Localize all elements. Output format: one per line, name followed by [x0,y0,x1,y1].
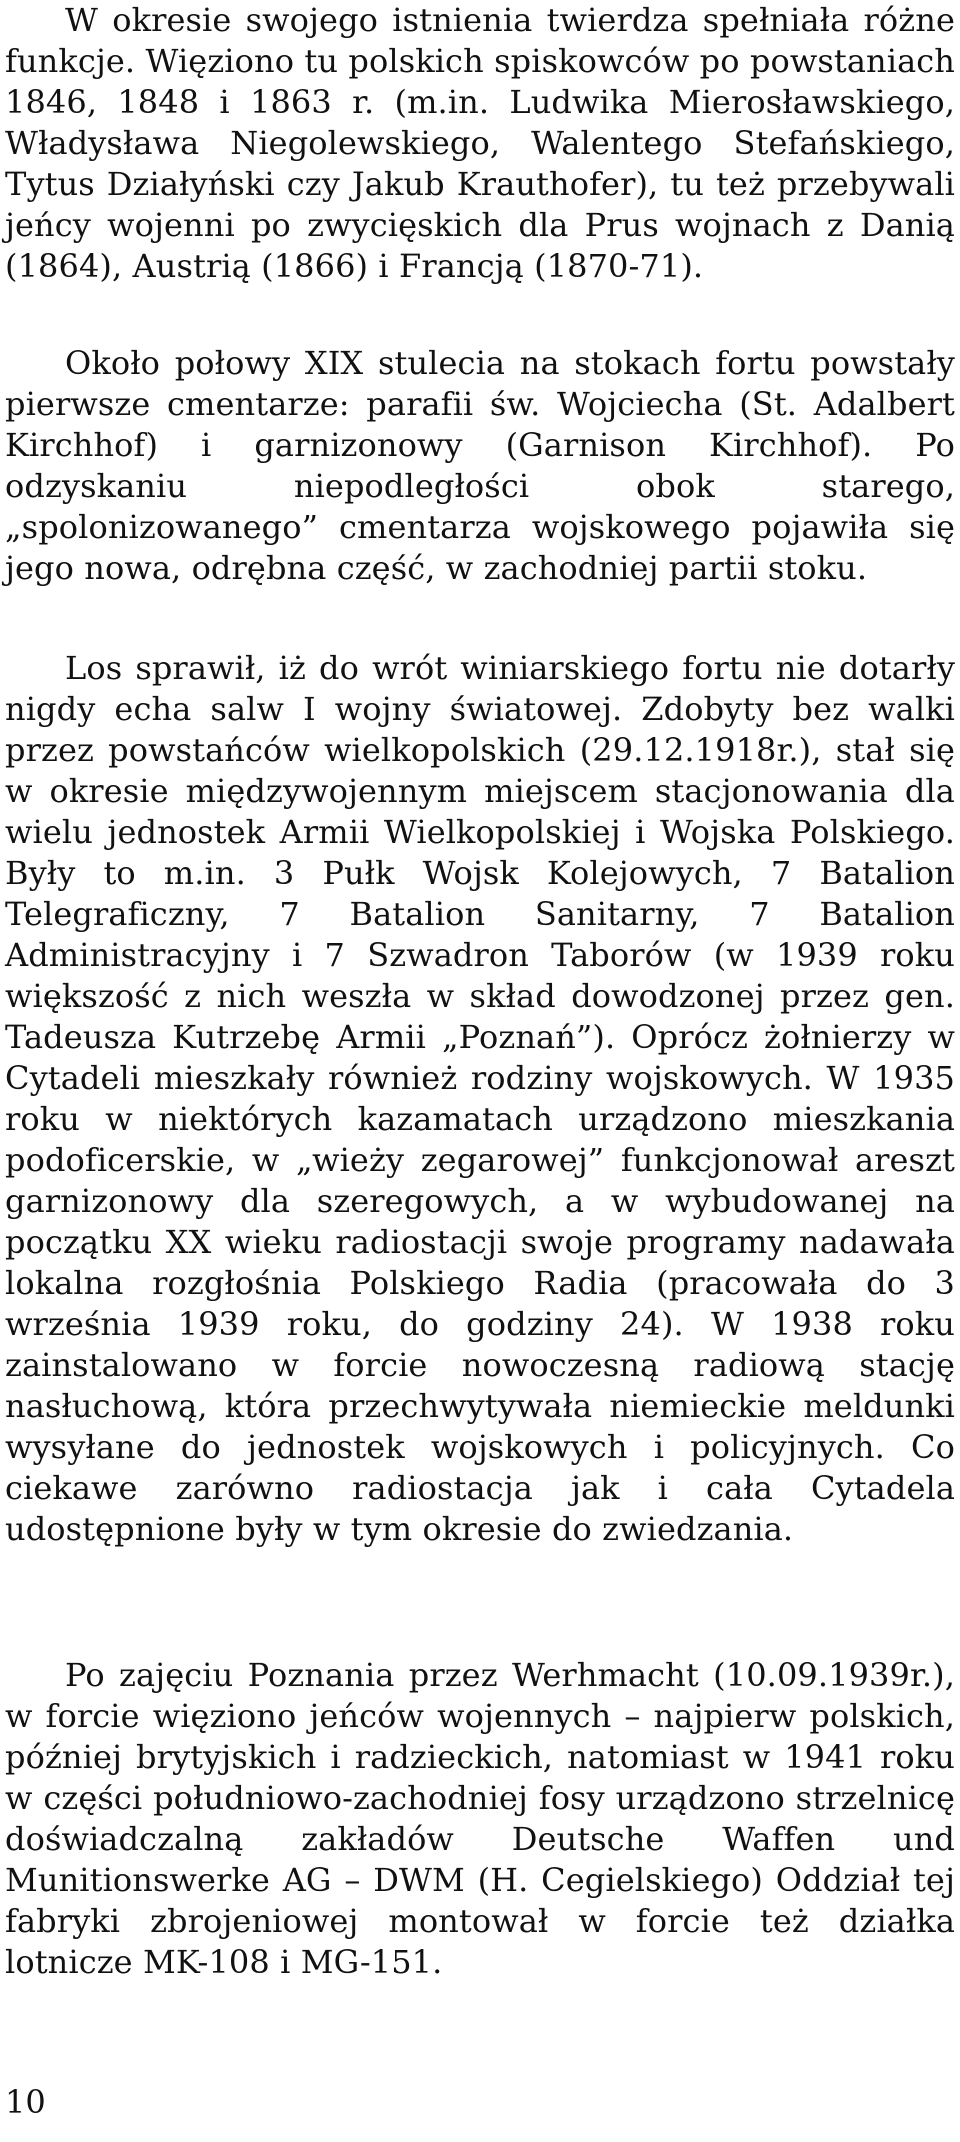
paragraph-occupation: Po zajęciu Poznania przez Werhmacht (10.09.1939r.), w forcie więziono jeńców wojennych – najpierw polskich, później brytyjskich i radzieckich, natomiast w 1941 roku w części południowo-zachodniej fosy urządzono strzelnicę doświadczalną zakładów Deutsche Waffen und Munitionswerke AG – DWM (H. Cegielskiego) Oddział tej fabryki zbrojeniowej montował w forcie też działka lotnicze MK-108 i MG-151. [5,1656,955,1981]
paragraph-fortress-functions: W okresie swojego istnienia twierdza spełniała różne funkcje. Więziono tu polskich spiskowców po powstaniach 1846, 1848 i 1863 r. (m.in. Ludwika Mierosławskiego, Władysława Niegolewskiego, Walentego Stefańskiego, Tytus Działyński czy Jakub Krauthofer), tu też przebywali jeńcy wojenni po zwycięskich dla Prus wojnach z Danią (1864), Austrią (1866) i Francją (1870-71). [5,1,955,285]
paragraph-cemeteries: Około połowy XIX stulecia na stokach fortu powstały pierwsze cmentarze: parafii św. Wojciecha (St. Adalbert Kirchhof) i garnizonowy (Garnison Kirchhof). Po odzyskaniu niepodległości obok starego, „spolonizowanego” cmentarza wojskowego pojawiła się jego nowa, odrębna część, w zachodniej partii stoku. [5,344,955,587]
paragraph-interwar-period: Los sprawił, iż do wrót winiarskiego fortu nie dotarły nigdy echa salw I wojny światowej. Zdobyty bez walki przez powstańców wielkopolskich (29.12.1918r.), stał się w okresie międzywojennym miejscem stacjonowania dla wielu jednostek Armii Wielkopolskiej i Wojska Polskiego. Były to m.in. 3 Pułk Wojsk Kolejowych, 7 Batalion Telegraficzny, 7 Batalion Sanitarny, 7 Batalion Administracyjny i 7 Szwadron Taborów (w 1939 roku większość z nich weszła w skład dowodzonej przez gen. Tadeusza Kutrzebę Armii „Poznań”). Oprócz żołnierzy w Cytadeli mieszkały również rodziny wojskowych. W 1935 roku w niektórych kazamatach urządzono mieszkania podoficerskie, w „wieży zegarowej” funkcjonował areszt garnizonowy dla szeregowych, a w wybudowanej na początku XX wieku radiostacji swoje programy nadawała lokalna rozgłośnia Polskiego Radia (pracowała do 3 września 1939 roku, do godziny 24). W 1938 roku zainstalowano w forcie nowoczesną radiową stację nasłuchową, która przechwytywała niemieckie meldunki wysyłane do jednostek wojskowych i policyjnych. Co ciekawe zarówno radiostacja jak i cała Cytadela udostępnione były w tym okresie do zwiedzania. [5,649,955,1548]
page-number: 10 [5,2083,46,2121]
